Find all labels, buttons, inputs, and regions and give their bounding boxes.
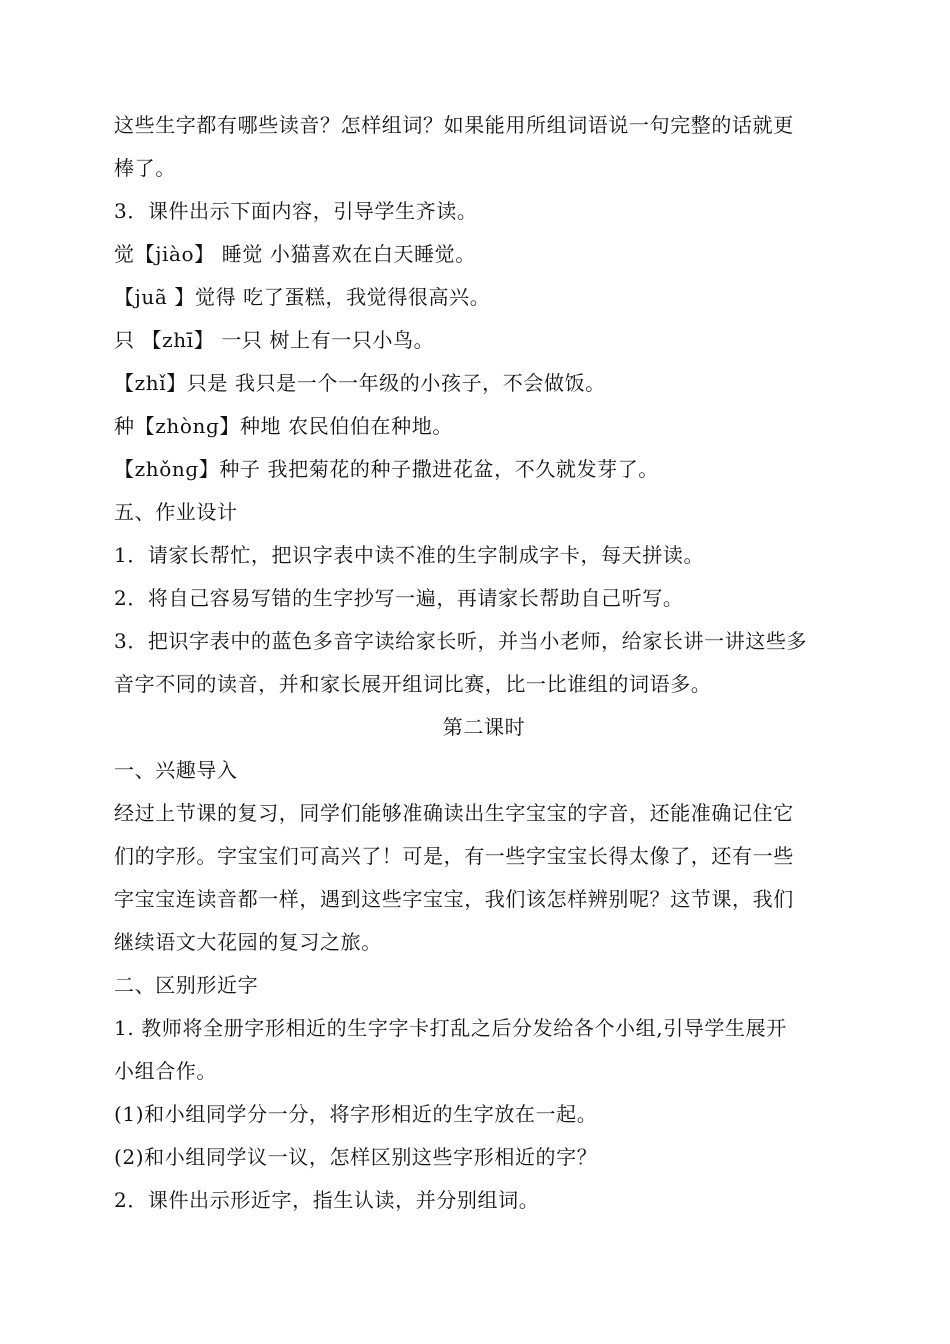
list-item: 3．课件出示下面内容，引导学生齐读。 — [114, 199, 478, 223]
paragraph-line: 这些生字都有哪些读音？怎样组词？如果能用所组词语说一句完整的话就更 — [114, 113, 794, 137]
list-item: 2．将自己容易写错的生字抄写一遍，再请家长帮助自己听写。 — [114, 586, 684, 610]
paragraph-line: 继续语文大花园的复习之旅。 — [114, 930, 382, 954]
list-item: (1)和小组同学分一分，将字形相近的生字放在一起。 — [114, 1102, 598, 1126]
pronunciation-line: 觉【jiào】 睡觉 小猫喜欢在白天睡觉。 — [114, 242, 476, 266]
list-item: 1．请家长帮忙，把识字表中读不准的生字制成字卡，每天拼读。 — [114, 543, 705, 567]
list-item: 1. 教师将全册字形相近的生字字卡打乱之后分发给各个小组,引导学生展开 — [114, 1016, 787, 1040]
lesson-title: 第二课时 — [442, 715, 526, 739]
paragraph-line: 字宝宝连读音都一样，遇到这些字宝宝，我们该怎样辨别呢？这节课，我们 — [114, 887, 794, 911]
pronunciation-line: 【juã 】觉得 吃了蛋糕，我觉得很高兴。 — [114, 285, 491, 309]
paragraph-line: 音字不同的读音，并和家长展开组词比赛，比一比谁组的词语多。 — [114, 672, 712, 696]
list-item: 3．把识字表中的蓝色多音字读给家长听，并当小老师，给家长讲一讲这些多 — [114, 629, 808, 653]
section-heading: 五、作业设计 — [114, 500, 238, 524]
list-item: 2．课件出示形近字，指生认读，并分别组词。 — [114, 1188, 540, 1212]
pronunciation-line: 【zhǐ】只是 我只是一个一年级的小孩子，不会做饭。 — [114, 371, 606, 395]
pronunciation-line: 只 【zhī】 一只 树上有一只小鸟。 — [114, 328, 435, 352]
list-item: (2)和小组同学议一议，怎样区别这些字形相近的字？ — [114, 1145, 598, 1169]
paragraph-line: 们的字形。字宝宝们可高兴了！可是，有一些字宝宝长得太像了，还有一些 — [114, 844, 794, 868]
paragraph-line: 小组合作。 — [114, 1059, 217, 1083]
section-heading: 一、兴趣导入 — [114, 758, 238, 782]
pronunciation-line: 种【zhònɡ】种地 农民伯伯在种地。 — [114, 414, 453, 438]
document-body — [114, 104, 854, 1222]
paragraph-line: 棒了。 — [114, 156, 176, 180]
pronunciation-line: 【zhǒnɡ】种子 我把菊花的种子撒进花盆，不久就发芽了。 — [114, 457, 659, 481]
section-heading: 二、区别形近字 — [114, 973, 259, 997]
paragraph-line: 经过上节课的复习，同学们能够准确读出生字宝宝的字音，还能准确记住它 — [114, 801, 794, 825]
